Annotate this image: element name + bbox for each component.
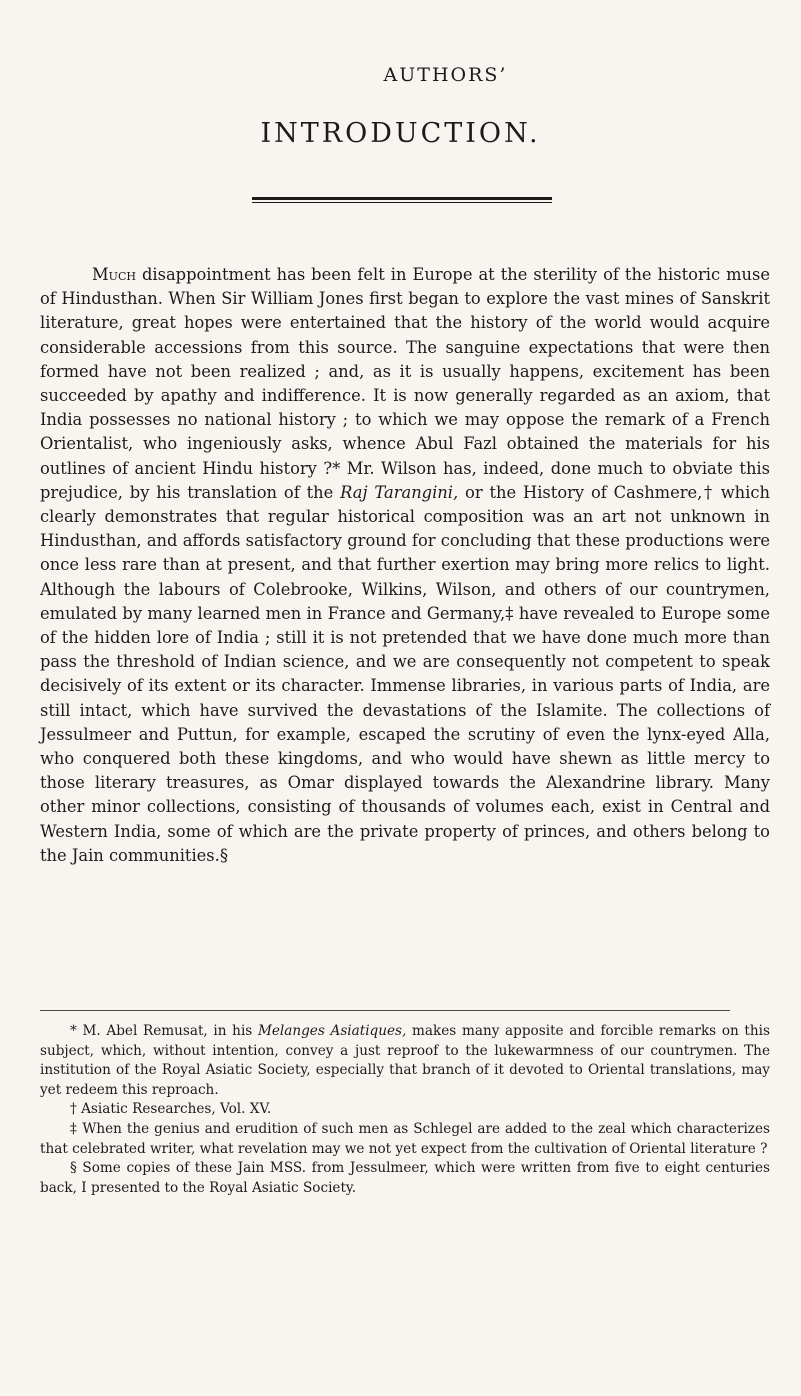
running-head: AUTHORS’ bbox=[383, 64, 508, 86]
footnote-1 bbox=[40, 1022, 770, 1100]
footnote-1-part-b: makes many apposite and forcible remarks on this subject, which, without intention, convey a just reproof to the lukewarmness of our countrymen. The institution of the Royal Asiatic Society, especially that branch of it devoted to Oriental translations, may yet redeem this reproach. bbox=[40, 1023, 770, 1098]
paragraph-segment-2: or the History of Cashmere,† which clearly demonstrates that regular historical composition was an art not unknown in Hindusthan, and affords satisfactory ground for concluding that these productions were once less rare than at present, and that further exertion may bring more relics to light. Although the labours of Colebrooke, Wilkins, Wilson, and others of our countrymen, emulated by many learned men in France and Germany,‡ have revealed to Europe some of the hidden lore of India ; still it is not pretended that we have done much more than pass the threshold of Indian science, and we are consequently not competent to speak decisively of its extent or its character. Immense libraries, in various parts of India, are still intact, which have survived the devastations of the Islamite. The collections of Jessulmeer and Puttun, for example, escaped the scrutiny of even the lynx-eyed Alla, who conquered both these kingdoms, and who would have shewn as little mercy to those literary treasures, as Omar displayed towards the Alexandrine library. Many other minor collections, consisting of thousands of volumes each, exist in Central and Western India, some of which are the private property of princes, and others belong to the Jain communities.§ bbox=[40, 482, 770, 865]
footnotes bbox=[40, 1022, 770, 1198]
footnote-1-part-a: * M. Abel Remusat, in his bbox=[70, 1023, 258, 1039]
footnote-4: § Some copies of these Jain MSS. from Jessulmeer, which were written from five to eight centuries back, I presented to the Royal Asiatic Society. bbox=[40, 1160, 770, 1196]
footnote-2: † Asiatic Researches, Vol. XV. bbox=[70, 1101, 272, 1118]
footnote-1-work-title: Melanges Asiatiques, bbox=[257, 1023, 407, 1039]
title-rule-thin bbox=[252, 202, 552, 203]
title-rule bbox=[252, 197, 552, 200]
paragraph-segment-1: disappointment has been felt in Europe at the sterility of the historic muse of Hindusthan. When Sir William Jones first began to explore the vast mines of Sanskrit literature, great hopes were entertained that the history of the world would acquire considerable accessions from this source. The sanguine expectations that were then formed have not been realized ; and, as it is usually happens, excitement has been succeeded by apathy and indifference. It is now generally regarded as an axiom, that India possesses no national history ; to which we may oppose the remark of a French Orientalist, who ingeniously asks, whence Abul Fazl obtained the materials for his outlines of ancient Hindu history ?* Mr. Wilson has, indeed, done much to obviate this prejudice, by his translation of the bbox=[40, 265, 770, 502]
footnote-3: ‡ When the genius and erudition of such men as Schlegel are added to the zeal which characterizes that celebrated writer, what revelation may we not yet expect from the cultivation of Oriental literature ? bbox=[40, 1120, 770, 1157]
footnote-separator bbox=[40, 1010, 730, 1011]
main-paragraph bbox=[40, 263, 770, 868]
chapter-title: INTRODUCTION. bbox=[260, 118, 541, 149]
lead-word: Much bbox=[92, 265, 136, 284]
raj-tarangini-title: Raj Tarangini, bbox=[340, 482, 459, 502]
